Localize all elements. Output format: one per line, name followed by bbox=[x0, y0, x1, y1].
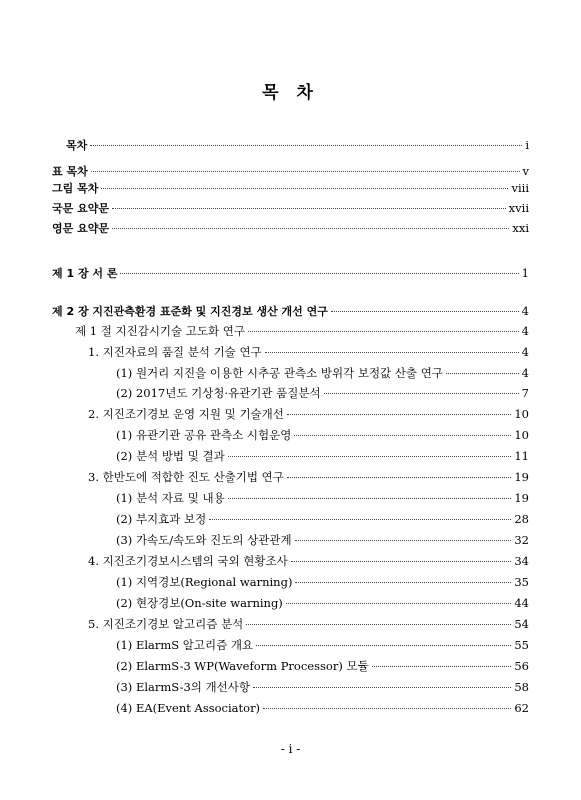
toc-entry-subitem[interactable] bbox=[116, 658, 529, 674]
toc-entry-page: 62 bbox=[514, 701, 529, 715]
leader-dots bbox=[265, 352, 519, 353]
leader-dots bbox=[286, 603, 512, 604]
toc-entry-page: i bbox=[525, 138, 529, 152]
toc-entry-page: 28 bbox=[514, 512, 529, 526]
leader-dots bbox=[294, 435, 511, 436]
leader-dots bbox=[256, 645, 511, 646]
toc-entry-subitem[interactable] bbox=[116, 448, 529, 464]
toc-entry-page: 55 bbox=[514, 638, 529, 652]
toc-entry-label: (1) 분석 자료 및 내용 bbox=[116, 491, 225, 505]
toc-entry-page: 32 bbox=[514, 533, 529, 547]
leader-dots bbox=[253, 687, 511, 688]
toc-entry-contents[interactable] bbox=[66, 137, 529, 153]
toc-entry-label: 국문 요약문 bbox=[52, 202, 109, 215]
toc-entry-label: 제 1 절 지진감시기술 고도화 연구 bbox=[75, 324, 246, 338]
toc-entry-item[interactable] bbox=[88, 616, 529, 632]
toc-entry-page: 44 bbox=[514, 596, 529, 610]
toc-entry-label: (4) EA(Event Associator) bbox=[116, 701, 261, 715]
toc-entry-page: v bbox=[522, 164, 529, 178]
toc-entry-item[interactable] bbox=[88, 469, 529, 485]
toc-entry-list-of-figures[interactable] bbox=[52, 180, 529, 196]
toc-entry-subitem[interactable] bbox=[116, 490, 529, 506]
leader-dots bbox=[228, 456, 512, 457]
toc-entry-page: 54 bbox=[514, 617, 529, 631]
toc-entry-label: (2) 2017년도 기상청·유관기관 품질분석 bbox=[116, 386, 321, 400]
toc-entry-english-summary[interactable] bbox=[52, 220, 529, 236]
toc-entry-page: 4 bbox=[521, 366, 529, 380]
toc-entry-subitem[interactable] bbox=[116, 574, 529, 590]
toc-entry-section-1[interactable] bbox=[75, 323, 529, 339]
leader-dots bbox=[228, 498, 512, 499]
toc-entry-label: (1) ElarmS 알고리즘 개요 bbox=[116, 638, 254, 652]
toc-entry-label: (1) 유관기관 공유 관측소 시험운영 bbox=[116, 428, 292, 442]
toc-entry-page: 7 bbox=[521, 386, 529, 400]
toc-entry-label: (1) 지역경보(Regional warning) bbox=[116, 575, 293, 589]
toc-entry-subitem[interactable] bbox=[116, 427, 529, 443]
toc-entry-item[interactable] bbox=[88, 553, 529, 569]
toc-entry-subitem[interactable] bbox=[116, 532, 529, 548]
toc-entry-page: 11 bbox=[514, 449, 529, 463]
leader-dots bbox=[324, 393, 519, 394]
leader-dots bbox=[91, 171, 520, 172]
leader-dots bbox=[263, 708, 511, 709]
toc-entry-label: 5. 지진조기경보 알고리즘 분석 bbox=[88, 617, 244, 631]
toc-entry-page: 10 bbox=[514, 407, 529, 421]
toc-entry-subitem[interactable] bbox=[116, 679, 529, 695]
leader-dots bbox=[287, 414, 511, 415]
toc-entry-label: 영문 요약문 bbox=[52, 222, 109, 235]
toc-entry-label: 제 2 장 지진관측환경 표준화 및 지진경보 생산 개선 연구 bbox=[52, 305, 328, 318]
leader-dots bbox=[295, 540, 512, 541]
toc-entry-label: 제 1 장 서 론 bbox=[52, 267, 118, 280]
leader-dots bbox=[112, 208, 506, 209]
leader-dots bbox=[446, 373, 519, 374]
toc-entry-page: 4 bbox=[521, 304, 529, 318]
page-number-footer: - i - bbox=[280, 742, 301, 756]
toc-entry-label: 그림 목차 bbox=[52, 182, 99, 195]
toc-entry-subitem[interactable] bbox=[116, 385, 529, 401]
toc-entry-page: 10 bbox=[514, 428, 529, 442]
toc-entry-subitem[interactable] bbox=[116, 511, 529, 527]
toc-entry-label: (2) ElarmS-3 WP(Waveform Processor) 모듈 bbox=[116, 659, 369, 673]
toc-entry-label: 4. 지진조기경보시스템의 국외 현황조사 bbox=[88, 554, 288, 568]
toc-entry-label: (2) 부지효과 보정 bbox=[116, 512, 207, 526]
leader-dots bbox=[287, 477, 511, 478]
toc-entry-page: 56 bbox=[514, 659, 529, 673]
toc-entry-subitem[interactable] bbox=[116, 365, 529, 381]
leader-dots bbox=[295, 582, 511, 583]
leader-dots bbox=[248, 331, 519, 332]
toc-entry-label: (3) 가속도/속도와 진도의 상관관계 bbox=[116, 533, 292, 547]
toc-entry-page: 4 bbox=[521, 324, 529, 338]
toc-entry-page: 1 bbox=[521, 266, 529, 280]
toc-entry-label: 표 목차 bbox=[52, 165, 88, 178]
toc-entry-page: 34 bbox=[514, 554, 529, 568]
leader-dots bbox=[120, 273, 518, 274]
leader-dots bbox=[291, 561, 512, 562]
toc-entry-subitem[interactable] bbox=[116, 700, 529, 716]
toc-entry-list-of-tables[interactable] bbox=[52, 163, 529, 179]
toc-entry-label: (1) 원거리 지진을 이용한 시추공 관측소 방위각 보정값 산출 연구 bbox=[116, 366, 443, 380]
leader-dots bbox=[112, 228, 509, 229]
toc-entry-item[interactable] bbox=[88, 344, 529, 360]
leader-dots bbox=[101, 188, 508, 189]
toc-entry-page: xxi bbox=[512, 221, 529, 235]
toc-entry-page: 58 bbox=[514, 680, 529, 694]
toc-entry-page: 35 bbox=[514, 575, 529, 589]
toc-entry-item[interactable] bbox=[88, 406, 529, 422]
leader-dots bbox=[90, 145, 522, 146]
toc-entry-label: (2) 분석 방법 및 결과 bbox=[116, 449, 225, 463]
leader-dots bbox=[246, 624, 511, 625]
leader-dots bbox=[331, 311, 519, 312]
toc-entry-subitem[interactable] bbox=[116, 595, 529, 611]
leader-dots bbox=[209, 519, 511, 520]
page-title: 목 차 bbox=[262, 83, 319, 103]
toc-entry-label: 목차 bbox=[66, 139, 88, 152]
toc-entry-page: viii bbox=[511, 181, 529, 195]
toc-entry-korean-summary[interactable] bbox=[52, 200, 529, 216]
toc-entry-label: 2. 지진조기경보 운영 지원 및 기술개선 bbox=[88, 407, 284, 421]
toc-entry-page: 19 bbox=[514, 470, 529, 484]
toc-entry-label: 3. 한반도에 적합한 진도 산출기법 연구 bbox=[88, 470, 284, 484]
toc-entry-page: xvii bbox=[508, 201, 529, 215]
toc-entry-subitem[interactable] bbox=[116, 637, 529, 653]
toc-entry-label: (3) ElarmS-3의 개선사항 bbox=[116, 680, 250, 694]
toc-entry-page: 4 bbox=[521, 345, 529, 359]
toc-entry-label: 1. 지진자료의 품질 분석 기술 연구 bbox=[88, 345, 262, 359]
toc-entry-label: (2) 현장경보(On-site warning) bbox=[116, 596, 283, 610]
toc-entry-chapter-1[interactable] bbox=[52, 265, 529, 281]
leader-dots bbox=[372, 666, 512, 667]
toc-entry-page: 19 bbox=[514, 491, 529, 505]
toc-entry-chapter-2[interactable] bbox=[52, 303, 529, 319]
